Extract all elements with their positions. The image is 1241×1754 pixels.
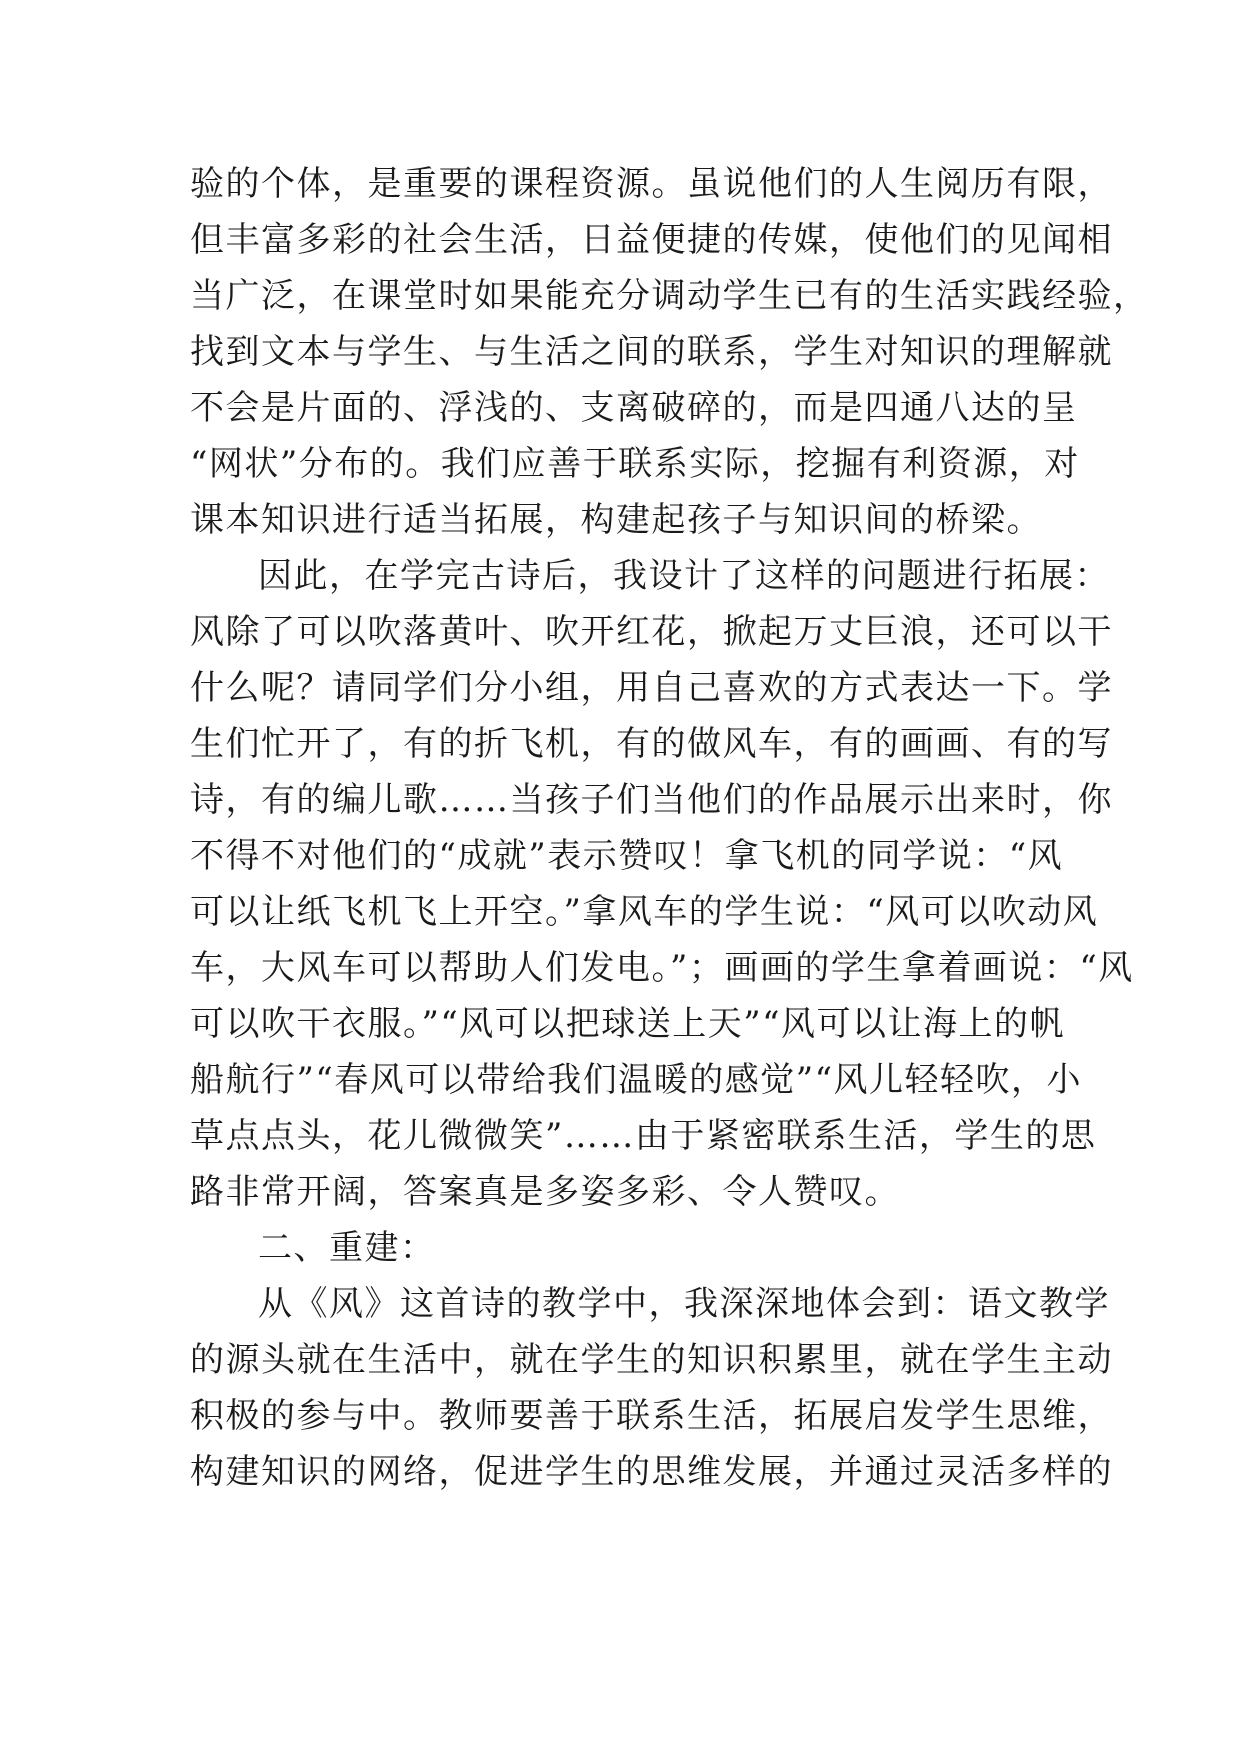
text-line: “网状”分布的。我们应善于联系实际，挖掘有利资源，对 <box>190 444 1080 484</box>
text-line: 可以让纸飞机飞上开空。”拿风车的学生说：“风可以吹动风 <box>190 892 1099 932</box>
text-line: 验的个体，是重要的课程资源。虽说他们的人生阅历有限， <box>190 164 1113 204</box>
text-line: 船航行”“春风可以带给我们温暖的感觉”“风儿轻轻吹，小 <box>190 1060 1083 1100</box>
text-line: 构建知识的网络，促进学生的思维发展，并通过灵活多样的 <box>190 1452 1113 1492</box>
text-line: 诗，有的编儿歌……当孩子们当他们的作品展示出来时，你 <box>190 780 1113 820</box>
text-line: 但丰富多彩的社会生活，日益便捷的传媒，使他们的见闻相 <box>190 220 1113 260</box>
text-line: 草点点头，花儿微微笑”……由于紧密联系生活，学生的思 <box>190 1116 1097 1156</box>
text-line: 从《风》这首诗的教学中，我深深地体会到：语文教学 <box>258 1284 1110 1324</box>
text-line: 生们忙开了，有的折飞机，有的做风车，有的画画、有的写 <box>190 724 1113 764</box>
text-line: 课本知识进行适当拓展，构建起孩子与知识间的桥梁。 <box>190 500 1042 540</box>
text-line: 的源头就在生活中，就在学生的知识积累里，就在学生主动 <box>190 1340 1113 1380</box>
text-line: 车，大风车可以帮助人们发电。”；画画的学生拿着画说：“风 <box>190 948 1134 988</box>
text-line: 什么呢？请同学们分小组，用自己喜欢的方式表达一下。学 <box>190 668 1113 708</box>
text-line: 路非常开阔，答案真是多姿多彩、令人赞叹。 <box>190 1172 900 1212</box>
text-line: 不得不对他们的“成就”表示赞叹！拿飞机的同学说：“风 <box>190 836 1064 876</box>
text-line: 风除了可以吹落黄叶、吹开红花，掀起万丈巨浪，还可以干 <box>190 612 1113 652</box>
text-line: 找到文本与学生、与生活之间的联系，学生对知识的理解就 <box>190 332 1113 372</box>
text-line: 可以吹干衣服。”“风可以把球送上天”“风可以让海上的帆 <box>190 1004 1066 1044</box>
text-line: 不会是片面的、浮浅的、支离破碎的，而是四通八达的呈 <box>190 388 1078 428</box>
text-line: 因此，在学完古诗后，我设计了这样的问题进行拓展： <box>258 556 1110 596</box>
text-line: 当广泛，在课堂时如果能充分调动学生已有的生活实践经验， <box>190 276 1149 316</box>
section-heading: 二、重建： <box>258 1228 436 1268</box>
text-line: 积极的参与中。教师要善于联系生活，拓展启发学生思维， <box>190 1396 1113 1436</box>
